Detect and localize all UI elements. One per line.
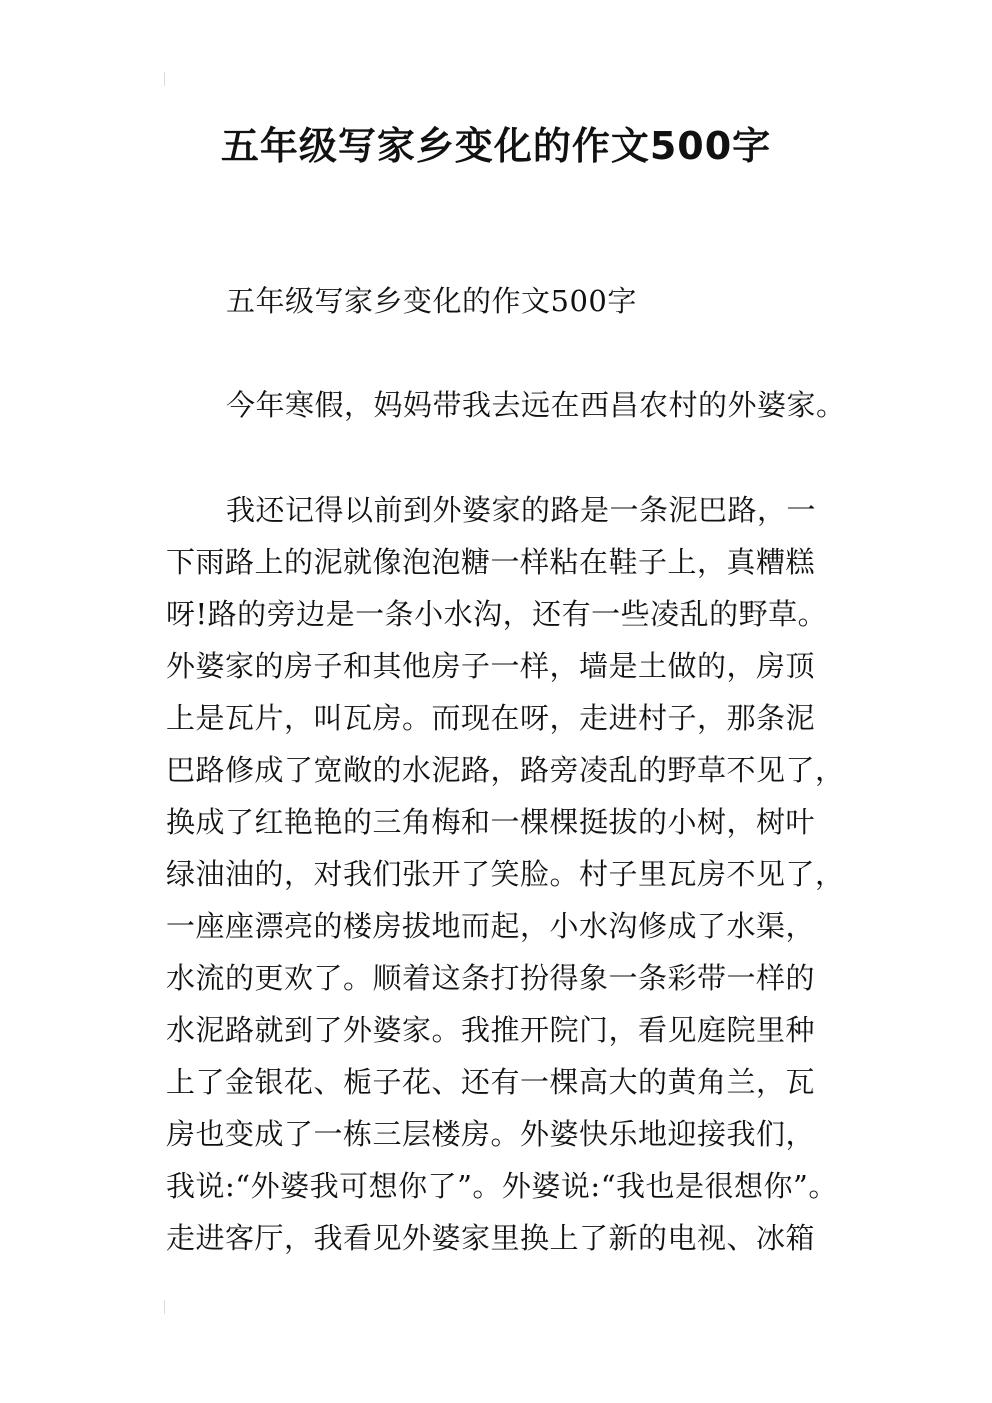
paragraph-line: 我说:“外婆我可想你了”。外婆说:“我也是很想你”。 xyxy=(166,1169,838,1203)
paragraph-line: 巴路修成了宽敞的水泥路，路旁凌乱的野草不见了， xyxy=(166,753,845,787)
paragraph-1: 今年寒假，妈妈带我去远在西昌农村的外婆家。 xyxy=(226,388,846,422)
paragraph-line: 走进客厅，我看见外婆家里换上了新的电视、冰箱 xyxy=(166,1221,816,1255)
paragraph-line: 呀!路的旁边是一条小水沟，还有一些凌乱的野草。 xyxy=(166,597,828,631)
paragraph-line: 下雨路上的泥就像泡泡糖一样粘在鞋子上，真糟糕 xyxy=(166,545,816,579)
paragraph-line: 上了金银花、栀子花、还有一棵高大的黄角兰，瓦 xyxy=(166,1065,816,1099)
paragraph-line: 外婆家的房子和其他房子一样，墙是土做的，房顶 xyxy=(166,649,816,683)
document-subtitle: 五年级写家乡变化的作文500字 xyxy=(226,284,637,318)
paragraph-line: 绿油油的，对我们张开了笑脸。村子里瓦房不见了， xyxy=(166,857,845,891)
paragraph-line: 水泥路就到了外婆家。我推开院门，看见庭院里种 xyxy=(166,1013,816,1047)
paragraph-line: 换成了红艳艳的三角梅和一棵棵挺拔的小树，树叶 xyxy=(166,805,816,839)
paragraph-line: 上是瓦片，叫瓦房。而现在呀，走进村子，那条泥 xyxy=(166,701,816,735)
paragraph-line: 我还记得以前到外婆家的路是一条泥巴路，一 xyxy=(226,493,817,527)
paragraph-line: 水流的更欢了。顺着这条打扮得象一条彩带一样的 xyxy=(166,961,816,995)
paragraph-line: 房也变成了一栋三层楼房。外婆快乐地迎接我们， xyxy=(166,1117,816,1151)
document-title: 五年级写家乡变化的作文500字 xyxy=(220,124,772,168)
paragraph-line: 一座座漂亮的楼房拔地而起，小水沟修成了水渠， xyxy=(166,909,816,943)
page-corner-mark xyxy=(164,72,165,86)
page-corner-mark xyxy=(164,1300,165,1314)
